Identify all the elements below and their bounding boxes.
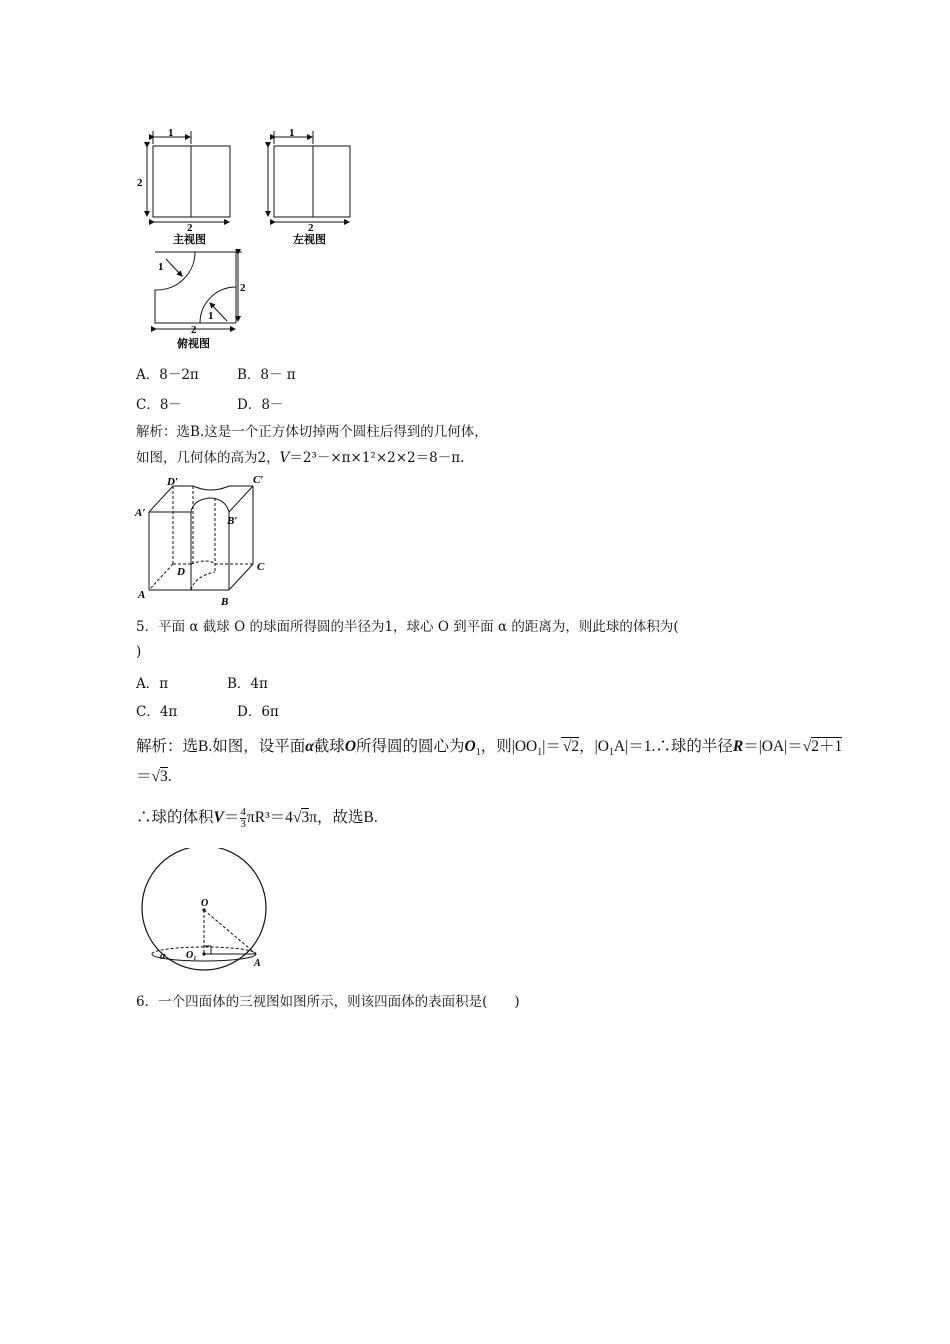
q5-stem-line2: ) (136, 644, 142, 660)
q4-option-b: B．8－ π (237, 367, 296, 383)
label-a: A (138, 589, 146, 601)
q5-option-b: B．4π (227, 676, 268, 692)
label-a-prime: A′ (135, 507, 146, 519)
front-bottom-dim: 2 (187, 222, 193, 234)
three-view-figure (130, 125, 370, 355)
center-o-label: O (201, 898, 209, 909)
label-c-prime: C′ (253, 474, 264, 486)
q4-option-d: D．8－ (237, 397, 284, 413)
front-top-dim: 1 (168, 127, 174, 139)
q5-solution-line3: ∴球的体积V＝ $\frac{4}{3}$ πR³＝4√3π，故选B. (136, 805, 378, 830)
q5-option-d: D．6π (237, 704, 279, 720)
top-side-dim: 2 (240, 282, 246, 294)
q5-option-a: A．π (136, 676, 169, 692)
top-r1-dim: 1 (158, 261, 164, 273)
center-o1-label: O₁ (186, 950, 197, 961)
front-view-caption: 主视图 (173, 233, 206, 246)
sphere-figure (136, 848, 271, 973)
q4-option-a: A．8－2π (136, 367, 199, 383)
label-b: B (221, 596, 229, 608)
q5-option-c: C．4π (136, 704, 178, 720)
q5-stem-line1: 5．平面 α 截球 O 的球面所得圆的半径为1，球心 O 到平面 α 的距离为，则此球的体积为( (136, 619, 679, 635)
q5-solution-line1: 解析：选B.如图，设平面α截球O所得圆的圆心为$O_1$，则$|OO_1|= √2$，$|O_1A|=1.\therefore$球的半径R＝|OA|＝√2＋1 (136, 738, 843, 759)
top-view-caption: 俯视图 (177, 337, 210, 350)
top-bottom-dim: 2 (191, 324, 197, 336)
alpha-label: α (160, 951, 166, 962)
front-side-dim: 2 (137, 177, 143, 189)
top-r2-dim: 1 (208, 310, 214, 322)
q4-solution-line2: 如图，几何体的高为2，V＝2³－×π×1²×2×2＝8－π. (136, 450, 465, 466)
q5-solution-line2: ＝√3. (136, 768, 172, 785)
label-d: D (177, 566, 185, 578)
cube-figure (133, 472, 283, 612)
point-a-label: A (254, 958, 261, 969)
left-view (268, 127, 350, 246)
q4-solution-line1: 解析：选B.这是一个正方体切掉两个圆柱后得到的几何体， (136, 424, 488, 440)
left-view-caption: 左视图 (293, 233, 326, 246)
label-c: C (257, 561, 265, 573)
top-view (155, 252, 246, 350)
label-b-prime: B′ (227, 515, 238, 527)
left-bottom-dim: 2 (308, 222, 314, 234)
label-d-prime: D′ (167, 476, 179, 488)
q4-option-c: C．8－ (136, 397, 182, 413)
q6-stem: 6．一个四面体的三视图如图所示，则该四面体的表面积是( ) (136, 994, 520, 1010)
front-view (137, 127, 230, 246)
left-top-dim: 1 (289, 127, 295, 139)
